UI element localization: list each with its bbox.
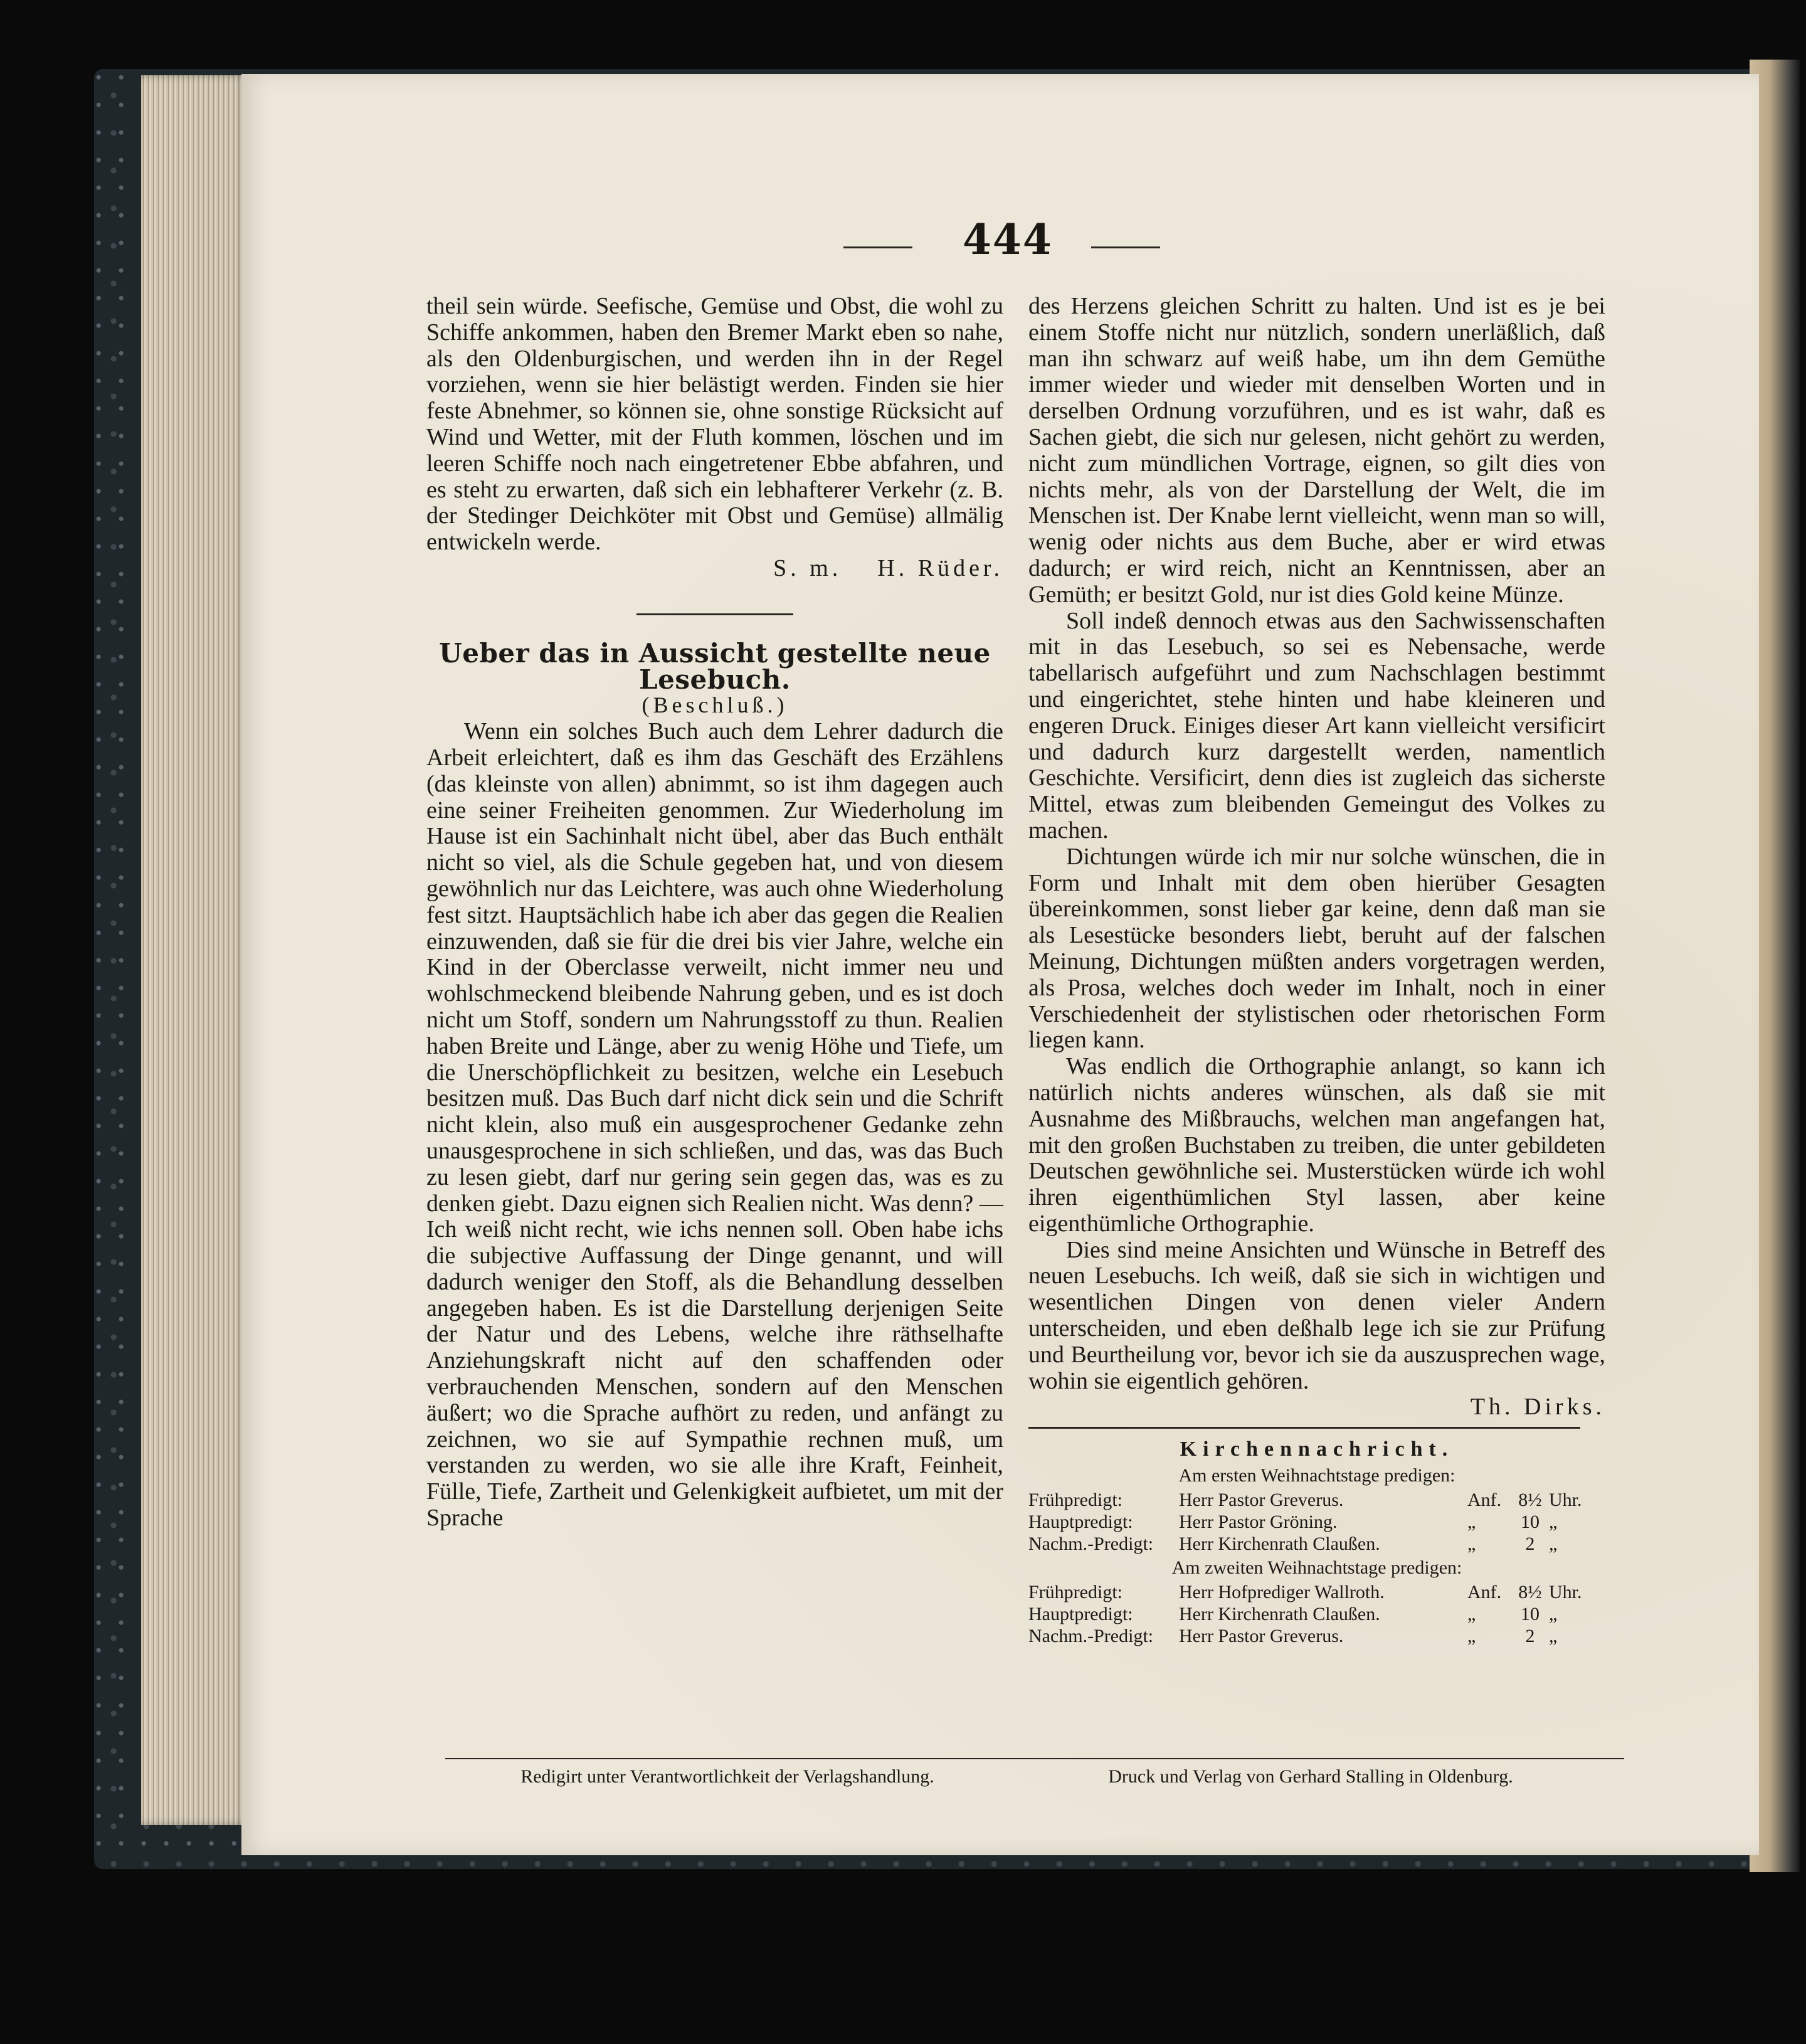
article-title: Ueber das in Aussicht gestellte neue Lesebuch.	[439, 637, 991, 695]
service-preacher: Herr Kirchenrath Claußen.	[1179, 1533, 1380, 1554]
article-paragraph-1: Wenn ein solches Buch auch dem Lehrer dadurch die Arbeit erleichtert, daß es ihm das Geschäft des Erzählens (das kleinste von allen) abnimmt, so ist ihm dagegen auch eine seiner Freiheiten genommen. Zur Wiederholung im Hause ist ein Sachinhalt nicht übel, aber das Buch enthält nicht so viel, als die Schule gegeben hat, und von diesem gewöhnlich nur das Leichtere, was auch ohne Wiederholung fest sitzt. Hauptsächlich habe ich aber das gegen die Realien einzuwenden, daß sie für die drei bis vier Jahre, welche ein Kind in der Oberclasse verweilt, nicht immer neu und wohlschmeckend bleibende Nahrung geben, und es ist doch nicht um Stoff, sondern um Nahrungsstoff zu thun. Realien haben Breite und Länge, aber zu wenig Höhe und Tiefe, um die Unerschöpflichkeit zu besitzen, welche ein Lesebuch besitzen muß. Das Buch darf nicht dick sein und die Schrift nicht klein, also muß ein ausgesprochener Gedanke zehn unausgesprochene in sich schließen, und das, was das Buch zu lesen giebt, darf nur gering sein gegen das, was es zu denken giebt. Dazu eignen sich Realien nicht. Was denn? — Ich weiß nicht recht, wie ichs nennen soll. Oben habe ichs die subjective Auffassung der Dinge genannt, und will dadurch weniger den Stoff, als die Behandlung desselben angegeben haben. Es ist die Darstellung derjenigen Seite der Natur und des Lebens, welche ihre räthselhafte Anziehungskraft nicht auf den schaffenden oder verbrauchenden Menschen, sondern auf den Menschen äußert; wo die Sprache aufhört zu reden, und anfängt zu zeichnen, wo sie auf Sympathie rechnen muß, um verstanden zu werden, wo sie alle ihre Kraft, Feinheit, Fülle, Tiefe, Zartheit und Gelenkigkeit aufbietet, um mit der Sprache	[426, 718, 1003, 1532]
service-anf: Anf.	[1467, 1581, 1502, 1602]
header-rule-left	[843, 246, 912, 248]
service-time: 8½	[1518, 1581, 1542, 1602]
service-row	[1028, 1625, 1605, 1647]
footer-editor-note: Redigirt unter Verantwortlichkeit der Verlagshandlung.	[520, 1766, 934, 1787]
service-anf: „	[1467, 1533, 1476, 1554]
page-edges	[141, 75, 248, 1825]
signature-name: H. Rüder.	[877, 554, 1003, 581]
day1-heading: Am ersten Weihnachtstage predigen:	[1178, 1465, 1455, 1486]
service-unit: „	[1549, 1603, 1558, 1624]
service-unit: Uhr.	[1549, 1489, 1582, 1510]
service-anf: „	[1467, 1625, 1476, 1646]
service-unit: „	[1549, 1625, 1558, 1646]
service-unit: „	[1549, 1511, 1558, 1532]
right-paragraph-2: Soll indeß dennoch etwas aus den Sachwissenschaften mit in das Lesebuch, so sei es Nebensache, werde tabellarisch aufgeführt und zum Nachschlagen bestimmt und eingerichtet, stehe hinten und habe kleineren und engeren Druck. Einiges dieser Art kann vielleicht versificirt und dadurch kurz dargestellt werden, namentlich Geschichte. Versificirt, denn dies ist zugleich das sicherste Mittel, etwas zum bleibenden Gemeingut des Volkes zu machen.	[1028, 607, 1605, 844]
service-row	[1028, 1489, 1605, 1511]
service-anf: „	[1467, 1603, 1476, 1624]
signature-dirks: Th. Dirks.	[1470, 1394, 1605, 1421]
service-preacher: Herr Pastor Greverus.	[1179, 1625, 1344, 1646]
right-paragraph-4: Was endlich die Orthographie anlangt, so kann ich natürlich nichts anderes wünschen, als daß sie mit Ausnahme des Mißbrauchs, welchen man angefangen hat, mit den großen Buchstaben zu treiben, die unter gebildeten Deutschen gewöhnliche sei. Musterstücken würde ich wohl ihren eigenthümlichen Styl lassen, aber keine eigenthümliche Orthographie.	[1028, 1053, 1605, 1237]
book-page	[241, 74, 1759, 1855]
service-row	[1028, 1533, 1605, 1555]
service-type: Nachm.-Predigt:	[1028, 1625, 1154, 1646]
church-divider	[1028, 1427, 1580, 1429]
day2-heading: Am zweiten Weihnachtstage predigen:	[1171, 1557, 1462, 1578]
right-paragraph-5: Dies sind meine Ansichten und Wünsche in Betreff des neuen Lesebuchs. Ich weiß, daß sie sich in wichtigen und wesentlichen Dingen von denen vieler Andern unterscheiden, und eben deßhalb lege ich sie zur Prüfung und Beurtheilung vor, bevor ich sie da auszusprechen wage, wohin sie eigentlich gehören.	[1028, 1236, 1605, 1394]
service-unit: „	[1549, 1533, 1558, 1554]
service-preacher: Herr Pastor Greverus.	[1179, 1489, 1344, 1510]
service-time: 10	[1521, 1511, 1539, 1532]
article-subtitle: (Beschluß.)	[642, 692, 788, 718]
service-unit: Uhr.	[1549, 1581, 1582, 1602]
service-preacher: Herr Hofprediger Wallroth.	[1179, 1581, 1385, 1602]
left-column	[426, 294, 1003, 1532]
section-divider	[636, 613, 793, 615]
right-paragraph-1: des Herzens gleichen Schritt zu halten. Und ist es je bei einem Stoffe nicht nur nützlich, sondern unerläßlich, daß man ihn schwarz auf weiß habe, um ihn dem Gemüthe immer wieder und wieder mit denselben Worten und in derselben Ordnung vorzuführen, und es ist wahr, daß es Sachen giebt, die sich nur gelesen, nicht gehört zu werden, nicht zum mündlichen Vortrage, eignen, so gilt dies von nichts mehr, als von der Darstellung der Welt, die im Menschen ist. Der Knabe lernt vielleicht, wenn man so will, wenig oder nichts aus dem Buche, aber er wird etwas dadurch; er wird reich, nicht an Kenntnissen, aber an Gemüth; er besitzt Gold, nur ist dies Gold keine Münze.	[1028, 293, 1605, 608]
service-time: 2	[1525, 1625, 1535, 1646]
service-anf: Anf.	[1467, 1489, 1502, 1510]
service-time: 10	[1521, 1603, 1539, 1624]
service-preacher: Herr Kirchenrath Claußen.	[1179, 1603, 1380, 1624]
service-type: Hauptpredigt:	[1028, 1511, 1133, 1532]
right-column	[1028, 294, 1605, 1647]
page-number: 444	[963, 215, 1053, 264]
right-signature	[1028, 1394, 1605, 1421]
service-time: 8½	[1518, 1489, 1542, 1510]
service-type: Frühpredigt:	[1028, 1581, 1122, 1602]
footer-rule	[445, 1758, 1624, 1759]
signature-place: S. m.	[773, 554, 842, 581]
left-signature	[426, 556, 1003, 582]
service-row	[1028, 1603, 1605, 1625]
service-anf: „	[1467, 1511, 1476, 1532]
service-row	[1028, 1511, 1605, 1533]
header-rule-right	[1091, 246, 1160, 248]
service-type: Frühpredigt:	[1028, 1489, 1122, 1510]
church-news-title: Kirchennachricht.	[1180, 1438, 1454, 1461]
service-type: Nachm.-Predigt:	[1028, 1533, 1154, 1554]
service-time: 2	[1525, 1533, 1535, 1554]
service-preacher: Herr Pastor Gröning.	[1179, 1511, 1338, 1532]
right-paragraph-3: Dichtungen würde ich mir nur solche wünschen, die in Form und Inhalt mit dem oben hierüber Gesagten übereinkommen, sonst lieber gar keine, denn daß man sie als Lesestücke besonders liebt, beruht auf der falschen Meinung, Dichtungen müßten anders vorgetragen werden, als Prosa, welches doch weder im Inhalt, noch in einer Verschiedenheit der stylistischen oder rhetorischen Form liegen kann.	[1028, 843, 1605, 1054]
service-type: Hauptpredigt:	[1028, 1603, 1133, 1624]
left-paragraph-1: theil sein würde. Seefische, Gemüse und Obst, die wohl zu Schiffe ankommen, haben den Bremer Markt eben so nahe, als den Oldenburgischen, und werden ihn in der Regel vorziehen, wenn sie hier belästigt werden. Finden sie hier feste Abnehmer, so können sie, ohne sonstige Rücksicht auf Wind und Wetter, mit der Fluth kommen, löschen und im leeren Schiffe noch nach eingetretener Ebbe abfahren, und es steht zu erwarten, daß sich ein lebhafterer Verkehr (z. B. der Stedinger Deichköter mit Obst und Gemüse) allmälig entwickeln werde.	[426, 293, 1003, 556]
service-row	[1028, 1581, 1605, 1603]
footer-printer-note: Druck und Verlag von Gerhard Stalling in Oldenburg.	[1108, 1766, 1513, 1787]
